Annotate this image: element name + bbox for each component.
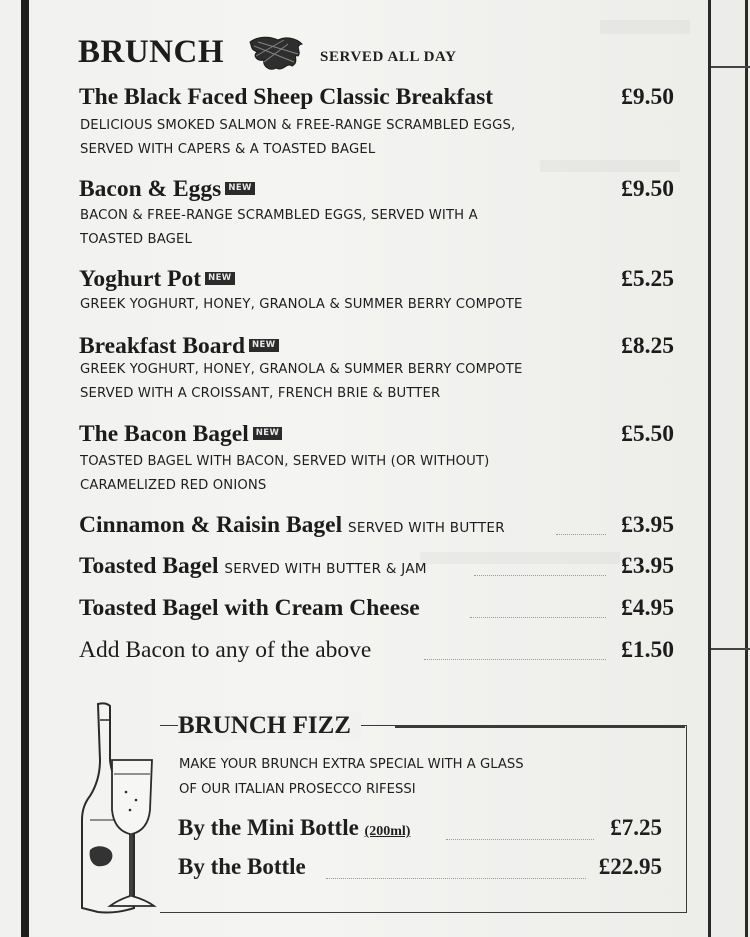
menu-item-name: Bacon & Eggs NEW	[79, 176, 255, 203]
section-subtitle: SERVED ALL DAY	[320, 49, 457, 65]
menu-item-name: The Black Faced Sheep Classic Breakfast	[79, 84, 494, 110]
new-badge: NEW	[249, 339, 279, 352]
menu-item-name: Breakfast Board NEW	[79, 333, 279, 360]
menu-item-name: Yoghurt Pot NEW	[79, 266, 235, 293]
menu-item-description: GREEK YOGHURT, HONEY, GRANOLA & SUMMER BERRY COMPOTE	[80, 297, 523, 312]
leader-dots	[470, 616, 606, 618]
right-divider	[711, 648, 750, 650]
show-through	[420, 552, 620, 564]
left-border-rule	[21, 0, 29, 937]
fizz-title-rule	[395, 726, 685, 728]
section-title: BRUNCH	[78, 34, 225, 70]
right-edge-rule	[745, 0, 748, 937]
menu-item-price: £9.50	[621, 84, 674, 110]
new-badge: NEW	[225, 182, 255, 195]
menu-item-note: SERVED WITH BUTTER	[348, 520, 505, 536]
fizz-option-name: By the Mini Bottle (200ml)	[178, 815, 411, 840]
menu-item-description: GREEK YOGHURT, HONEY, GRANOLA & SUMMER BERRY COMPOTE SERVED WITH A CROISSANT, FRENCH BRIE & BUTTER	[80, 362, 523, 401]
menu-item-price: £9.50	[621, 176, 674, 202]
leader-dots	[474, 574, 606, 576]
menu-item-name: Toasted Bagel SERVED WITH BUTTER & JAM	[79, 553, 427, 579]
fizz-option-name: By the Bottle	[178, 854, 306, 879]
show-through	[540, 160, 680, 172]
new-badge: NEW	[253, 427, 283, 440]
fizz-title: BRUNCH FIZZ	[178, 712, 361, 740]
menu-item-price: £1.50	[621, 637, 674, 663]
menu-item-name: The Bacon Bagel NEW	[79, 421, 282, 448]
scribble-logo-icon	[244, 32, 308, 74]
right-divider	[711, 66, 750, 68]
menu-item-description: TOASTED BAGEL WITH BACON, SERVED WITH (OR WITHOUT) CARAMELIZED RED ONIONS	[80, 454, 490, 493]
menu-item-price: £8.25	[621, 333, 674, 359]
menu-item-price: £3.95	[621, 512, 674, 538]
new-badge: NEW	[205, 272, 235, 285]
show-through	[600, 20, 690, 34]
menu-item-description: BACON & FREE-RANGE SCRAMBLED EGGS, SERVED WITH A TOASTED BAGEL	[80, 208, 478, 247]
leader-dots	[556, 533, 606, 535]
fizz-description: MAKE YOUR BRUNCH EXTRA SPECIAL WITH A GLASS OF OUR ITALIAN PROSECCO RIFESSI	[179, 757, 524, 797]
menu-item-note: SERVED WITH BUTTER & JAM	[224, 561, 427, 577]
menu-item-name: Toasted Bagel with Cream Cheese	[79, 595, 420, 621]
menu-item-price: £3.95	[621, 553, 674, 579]
right-column-rule	[708, 0, 711, 937]
leader-dots	[424, 658, 606, 660]
leader-dots	[446, 838, 594, 840]
menu-item-name: Add Bacon to any of the above	[79, 637, 372, 663]
fizz-option-price: £22.95	[598, 854, 662, 879]
menu-item-name: Cinnamon & Raisin Bagel SERVED WITH BUTTER	[79, 512, 505, 538]
menu-item-price: £5.25	[621, 266, 674, 292]
fizz-option-price: £7.25	[610, 815, 662, 840]
menu-item-price: £4.95	[621, 595, 674, 621]
prosecco-bottle-icon	[70, 700, 170, 920]
menu-item-price: £5.50	[621, 421, 674, 447]
leader-dots	[326, 877, 586, 879]
menu-item-description: DELICIOUS SMOKED SALMON & FREE-RANGE SCRAMBLED EGGS, SERVED WITH CAPERS & A TOASTED BAGEL	[80, 118, 516, 157]
fizz-size-note: (200ml)	[364, 824, 411, 839]
